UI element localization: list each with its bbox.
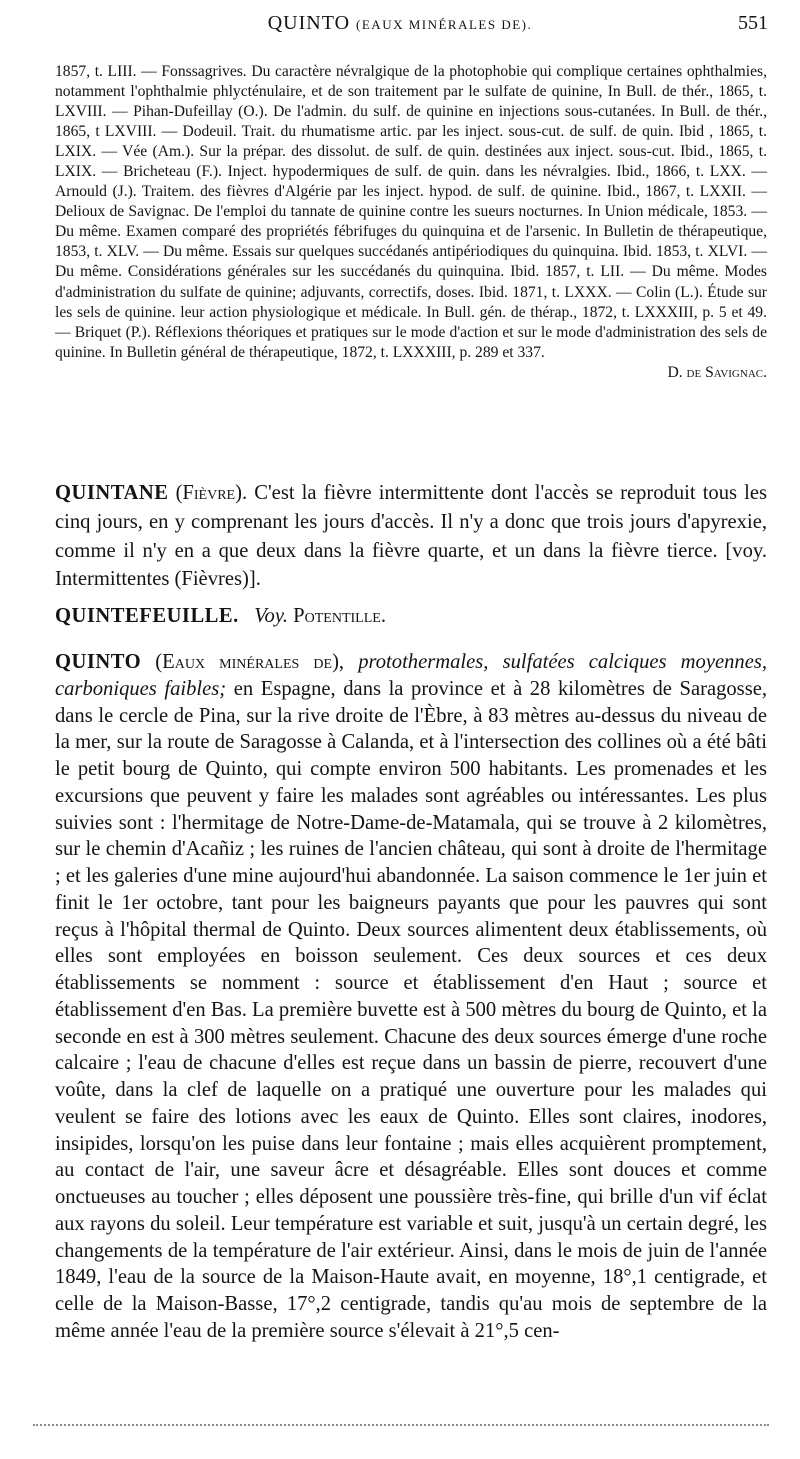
running-title bbox=[0, 12, 800, 35]
entry-quinto bbox=[55, 649, 767, 1345]
running-title-sub: (EAUX MINÉRALES DE). bbox=[356, 17, 533, 32]
bibliography-block bbox=[55, 62, 767, 383]
bibliography-text: 1857, t. LIII. — Fonssagrives. Du caractère névralgique de la photophobie qui complique certaines ophthalmies, notamment l'ophthalmie phlycténulaire, et de son traitement par le sulfate de quinine, In Bull. de thér., 1865, t. LXVIII. — Pihan-Dufeillay (O.). De l'admin. du sulf. de quinine en injections sous-cutanées. In Bull. de thér., 1865, t LXVIII. — Dodeuil. Trait. du rhumatisme artic. par les inject. sous-cut. de sulf. de quin. Ibid , 1865, t. LXIX. — Vée (Am.). Sur la prépar. des dissolut. de sulf. de quin. destinées aux inject. sous-cut. Ibid., 1865, t. LXIX. — Bricheteau (F.). Inject. hypodermiques de sulf. de quin. dans les névralgies. Ibid., 1866, t. LXX. — Arnould (J.). Traitem. des fièvres d'Algérie par les inject. hypod. de sulf. de quinine. Ibid., 1867, t. LXXII. — Delioux de Savignac. De l'emploi du tannate de quinine contre les sueurs nocturnes. In Union médicale, 1853. — Du même. Examen comparé des propriétés fébrifuges du quinquina et de l'arsenic. In Bulletin de thérapeutique, 1853, t. XLV. — Du même. Essais sur quelques succédanés antipériodiques du quinquina. Ibid. 1853, t. XLVI. — Du même. Considérations générales sur les succédanés du quinquina. Ibid. 1857, t. LII. — Du même. Modes d'administration du sulfate de quinine; adjuvants, correctifs, doses. Ibid. 1871, t. LXXX. — Colin (L.). Étude sur les sels de quinine. leur action physiologique et médicale. In Bull. gén. de thérap., 1872, t. LXXXIII, p. 5 et 49. — Briquet (P.). Réflexions théoriques et pratiques sur le mode d'action et sur le mode d'administration des sels de quinine. In Bulletin général de thérapeutique, 1872, t. LXXXIII, p. 289 et 337. bbox=[55, 63, 767, 361]
entry-quintefeuille bbox=[55, 602, 767, 631]
qualifier-quintane: (Fièvre). bbox=[175, 482, 248, 504]
footer-rule bbox=[33, 1424, 769, 1426]
author-signature: D. de Savignac. bbox=[667, 363, 767, 381]
running-head bbox=[0, 12, 800, 38]
qualifier-quinto: (Eaux minérales de), bbox=[155, 651, 345, 673]
body-quinto: en Espagne, dans la province et à 28 kilomètres de Saragosse, dans le cercle de Pina, sur la rive droite de l'Èbre, à 83 mètres au-dessus du niveau de la mer, sur la route de Saragosse à Calanda, et à l'intersection des collines où a été bâti le petit bourg de Quinto, qui compte environ 500 habitants. Les promenades et les excursions que peuvent y faire les malades sont agréables ou intéressantes. Les plus suivies sont : l'hermitage de Notre-Dame-de-Matamala, qui se trouve à 2 kilomètres, sur le chemin d'Acañiz ; les ruines de l'ancien château, qui sont à droite de l'hermitage ; et les galeries d'une mine aujourd'hui abandonnée. La saison commence le 1er juin et finit le 1er octobre, tant pour les baigneurs payants que pour les pauvres qui sont reçus à l'hôpital thermal de Quinto. Deux sources alimentent deux établissements, où elles sont employées en boisson seulement. Ces deux sources et ces deux établissements se nomment : source et établissement d'en Haut ; source et établissement d'en Bas. La première buvette est à 500 mètres du bourg de Quinto, et la seconde en est à 300 mètres seulement. Chacune des deux sources émerge d'une roche calcaire ; l'eau de chacune d'elles est reçue dans un bassin de pierre, recouvert d'une voûte, dans la clef de laquelle on a pratiqué une ouverture pour les malades qui veulent se faire des lotions avec les eaux de Quinto. Elles sont claires, inodores, insipides, lorsqu'on les puise dans leur fontaine ; mais elles acquièrent promptement, au contact de l'air, une saveur âcre et désagréable. Elles sont douces et comme onctueuses au toucher ; elles déposent une poussière très-fine, qui brille d'un vif éclat aux rayons du soleil. Leur température est variable et suit, jusqu'à un certain degré, les changements de la température de l'air extérieur. Ainsi, dans le mois de juin de l'année 1849, l'eau de la source de la Maison-Haute avait, en moyenne, 18°,1 centigrade, et celle de la Maison-Basse, 17°,2 centigrade, tandis qu'au mois de septembre de la même année l'eau de la première source s'élevait à 21°,5 cen- bbox=[55, 677, 767, 1342]
headword-quinto: QUINTO bbox=[55, 651, 142, 673]
running-title-main: QUINTO bbox=[267, 12, 351, 34]
body-quintane: C'est la fièvre intermittente dont l'accès se reproduit tous les cinq jours, en y comprenant les jours d'accès. Il n'y a donc que trois jours d'apyrexie, comme il n'y en a que deux dans la fièvre quarte, et un dans la fièvre tierce. [voy. Intermittentes (Fièvres)]. bbox=[55, 482, 767, 591]
entry-quintane bbox=[55, 479, 767, 594]
classification-quinto: protothermales, sulfatées calciques moyennes, carboniques faibles; bbox=[55, 651, 767, 700]
headword-quintane: QUINTANE bbox=[55, 482, 169, 504]
headword-quintefeuille: QUINTEFEUILLE. bbox=[55, 605, 239, 627]
page-number: 551 bbox=[738, 12, 768, 34]
cross-reference-target: Potentille. bbox=[293, 605, 386, 627]
voy-reference: Voy. bbox=[254, 605, 289, 627]
